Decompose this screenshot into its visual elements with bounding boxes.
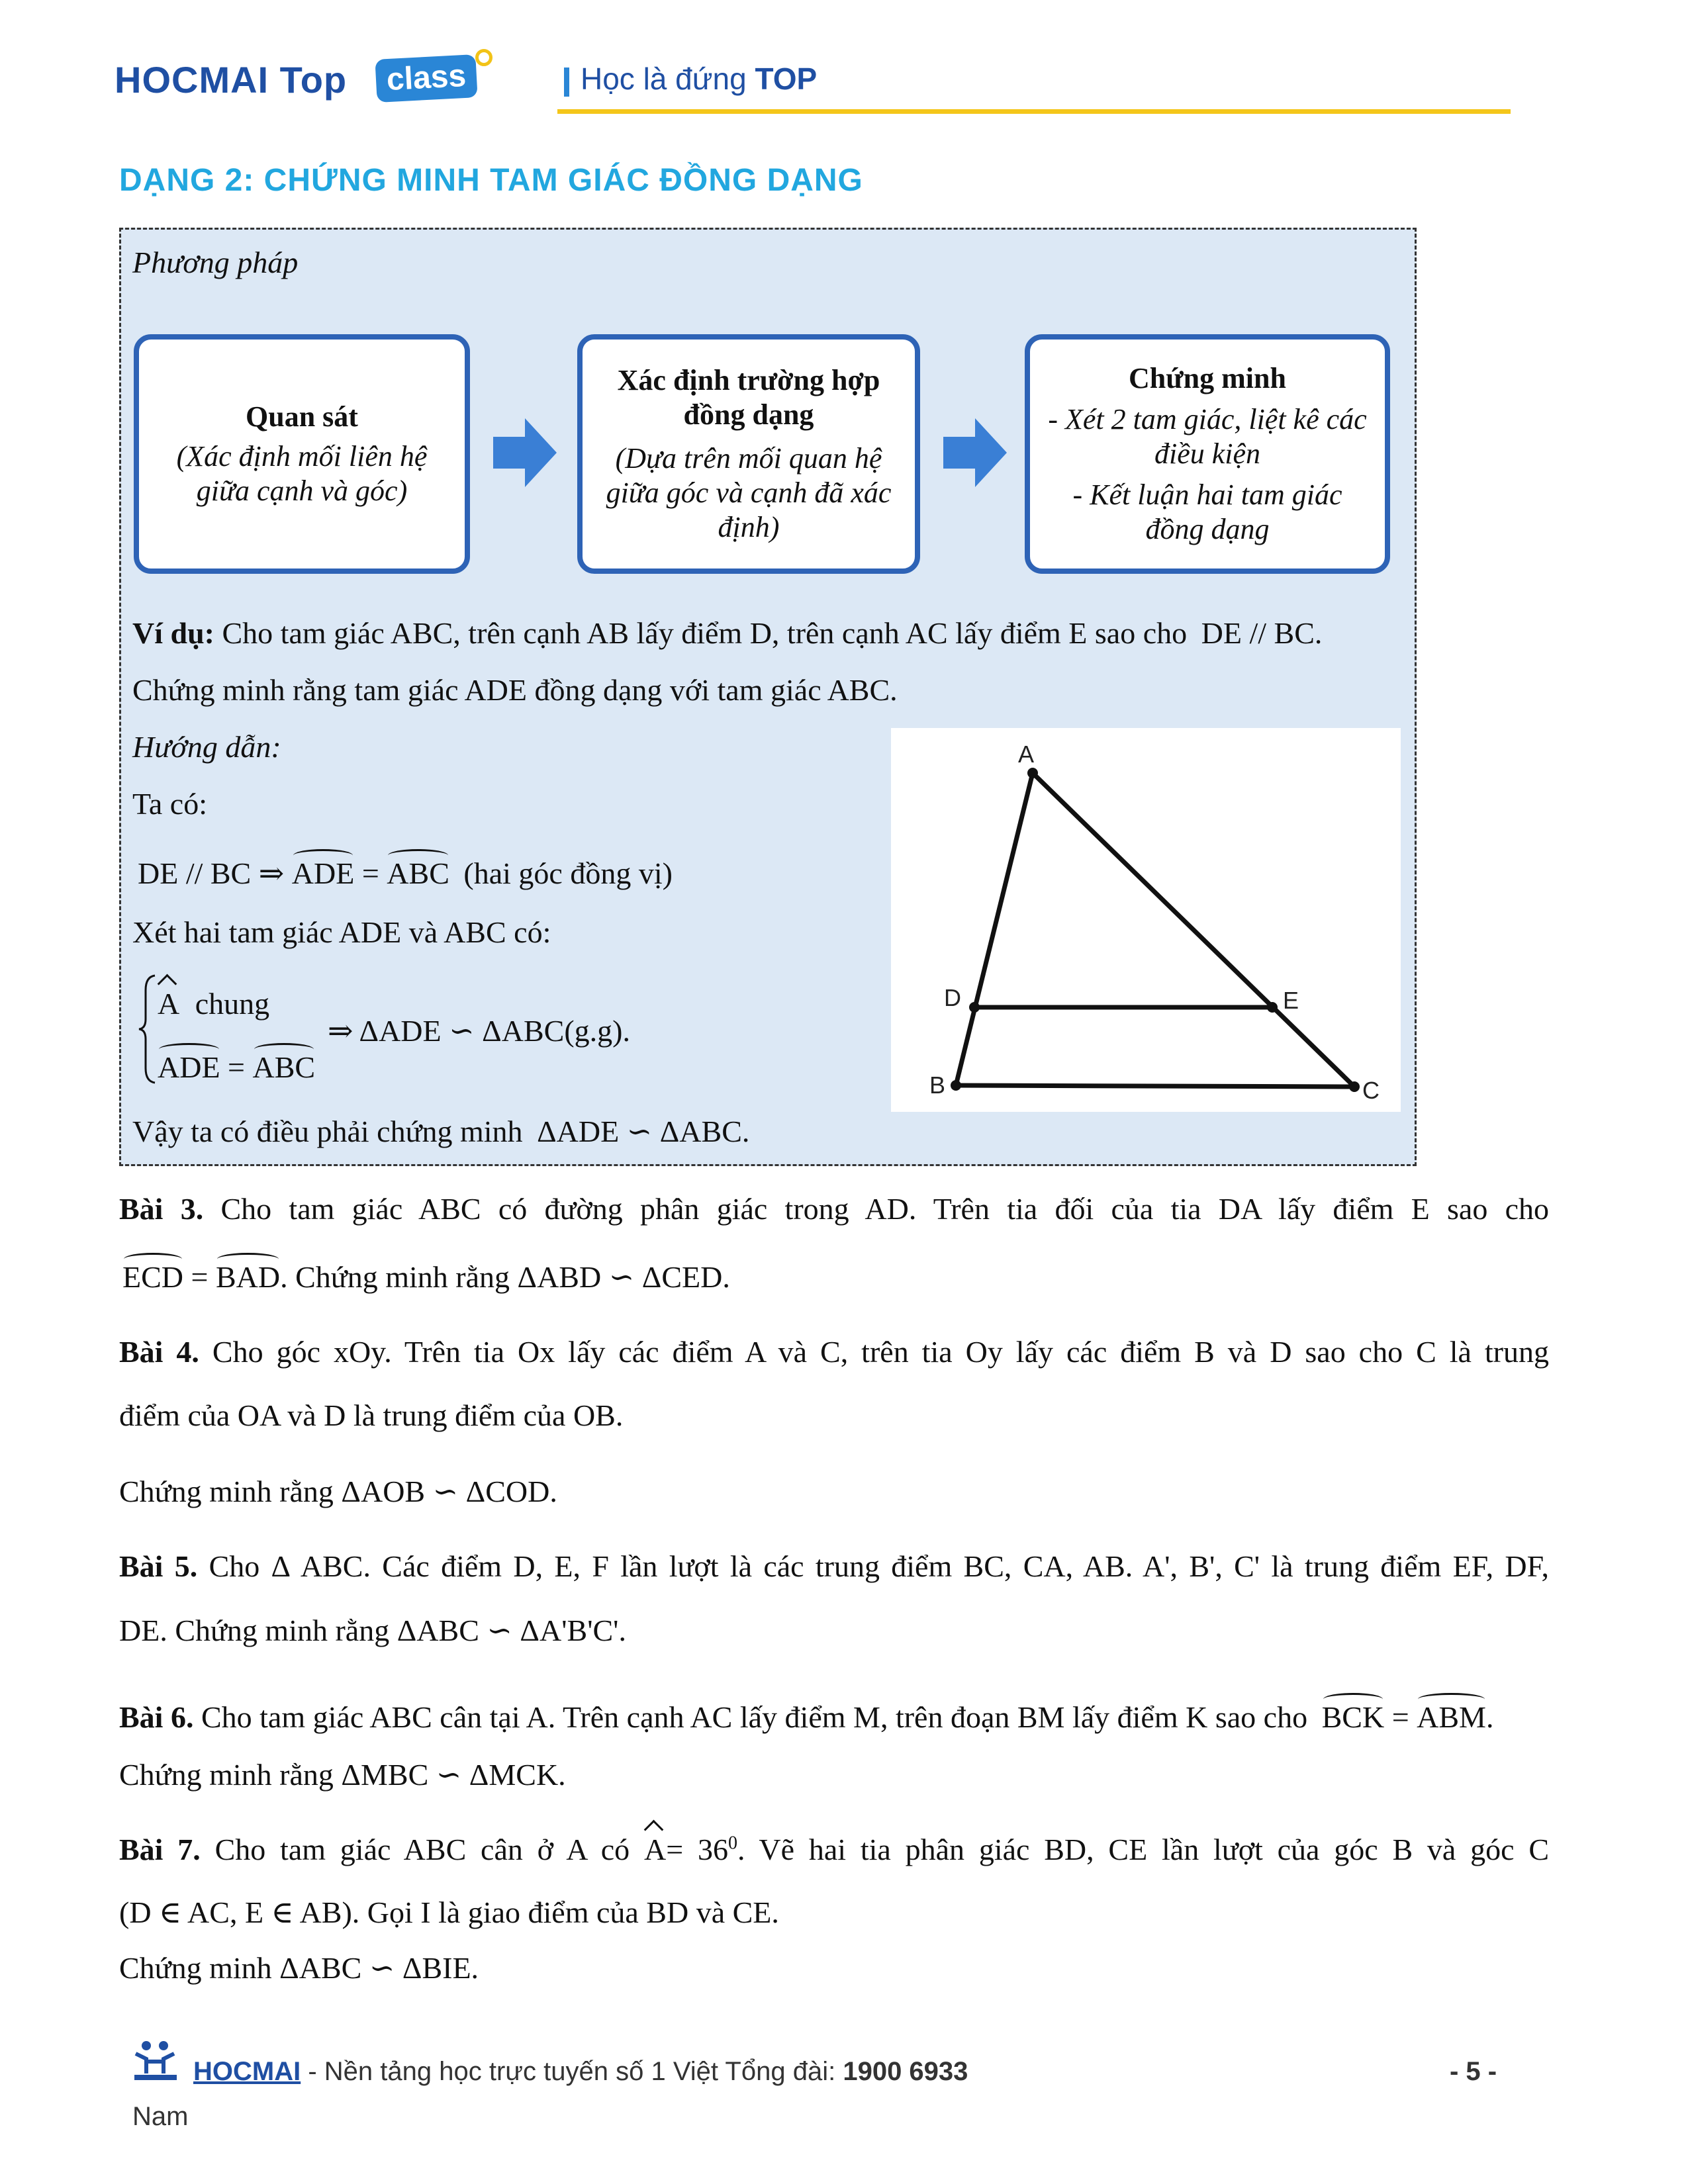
method-label: Phương pháp	[132, 246, 299, 279]
triangle-svg	[891, 728, 1401, 1112]
arrow-head-icon	[975, 418, 1007, 487]
angle-ecd: ECD	[122, 1260, 183, 1294]
angle-ade: ADE	[158, 1050, 220, 1084]
label-e: E	[1283, 987, 1299, 1014]
b6-text: Cho tam giác ABC cân tại A. Trên cạnh AC lấy điểm M, trên đoạn BM lấy điểm K sao cho	[201, 1700, 1308, 1734]
b7-label: Bài 7.	[119, 1833, 201, 1866]
vay-math: ΔADE ∽ ΔABC.	[537, 1115, 750, 1148]
brace-icon	[138, 973, 158, 1085]
page-number: - 5 -	[1450, 2057, 1497, 2086]
step-title: Chứng minh	[1129, 362, 1286, 395]
vay-line	[132, 1113, 749, 1149]
b5-line-1	[119, 1549, 1549, 1584]
angle-abm: ABM	[1417, 1700, 1486, 1734]
section-title: DẠNG 2: CHỨNG MINH TAM GIÁC ĐỒNG DẠNG	[119, 163, 863, 198]
b5-label: Bài 5.	[119, 1549, 198, 1583]
b4-text: Cho góc xOy. Trên tia Ox lấy các điểm A và C, trên tia Oy lấy các điểm B và D sao cho C là trung	[212, 1335, 1549, 1369]
chung-text: chung	[195, 987, 270, 1021]
b3-label: Bài 3.	[119, 1192, 204, 1226]
footer-brand-link[interactable]: HOCMAI	[193, 2057, 301, 2086]
side-ac	[1033, 773, 1354, 1087]
step-desc-1: - Xét 2 tam giác, liệt kê các điều kiện	[1048, 403, 1367, 471]
guide-label: Hướng dẫn:	[132, 730, 281, 764]
degree-sup: 0	[727, 1833, 737, 1854]
b3-line-2: ECD = BAD. Chứng minh rằng ΔABD ∽ ΔCED.	[122, 1260, 730, 1294]
footer-hotline: 1900 6933	[843, 2057, 968, 2086]
tagline-strong: TOP	[755, 62, 818, 96]
b4-line-2: điểm của OA và D là trung điểm của OB.	[119, 1398, 624, 1432]
side-ab	[956, 773, 1033, 1085]
step1-prefix: DE // BC ⇒	[138, 856, 285, 890]
angle-bad: BAD	[215, 1260, 281, 1294]
footer-nam: Nam	[132, 2102, 189, 2131]
side-bc	[956, 1085, 1354, 1087]
b3-text: Cho tam giác ABC có đường phân giác trong AD. Trên tia đối của tia DA lấy điểm E sao cho	[220, 1192, 1550, 1226]
b4-label: Bài 4.	[119, 1335, 199, 1369]
step1-line	[138, 855, 673, 891]
step-identify	[577, 334, 920, 574]
label-b: B	[929, 1071, 946, 1099]
system-line-2	[158, 1050, 315, 1085]
b7-text-a: Cho tam giác ABC cân ở A có	[214, 1833, 630, 1866]
example-line-2: Chứng minh rằng tam giác ADE đồng dạng với tam giác ABC.	[132, 673, 898, 707]
equals: =	[228, 1050, 245, 1084]
step-observe	[134, 334, 470, 574]
b6-line-1: Bài 6. Cho tam giác ABC cân tại A. Trên cạnh AC lấy điểm M, trên đoạn BM lấy điểm K sao cho BCK = ABM.	[119, 1700, 1494, 1734]
angle-a: A	[643, 1833, 667, 1866]
b4-line-1	[119, 1334, 1549, 1369]
angle-a: A	[158, 987, 180, 1021]
step-prove	[1025, 334, 1390, 574]
step-desc-2: - Kết luận hai tam giác đồng dạng	[1072, 478, 1342, 545]
point-a	[1027, 768, 1038, 778]
label-d: D	[944, 984, 961, 1011]
system-conclusion: ⇒ ΔADE ∽ ΔABC(g.g).	[328, 1014, 630, 1048]
xet-line: Xét hai tam giác ADE và ABC có:	[132, 915, 551, 949]
b6-label: Bài 6.	[119, 1700, 194, 1734]
step1-suffix: (hai góc đồng vị)	[463, 856, 673, 890]
arrow-right-icon	[493, 437, 525, 469]
arrow-head-icon	[525, 418, 557, 487]
example-math: DE // BC.	[1201, 616, 1323, 650]
label-c: C	[1362, 1077, 1380, 1104]
b6-line-2: Chứng minh rằng ΔMBC ∽ ΔMCK.	[119, 1758, 566, 1792]
header-underline	[557, 109, 1511, 114]
point-b	[951, 1080, 961, 1091]
b5-text: Cho Δ ABC. Các điểm D, E, F lần lượt là các trung điểm BC, CA, AB. A', B', C' là trung điểm EF, DF,	[209, 1549, 1550, 1583]
angle-bck: BCK	[1321, 1700, 1385, 1734]
tagline	[581, 61, 817, 97]
b7-line-2: (D ∈ AC, E ∈ AB). Gọi I là giao điểm của BD và CE.	[119, 1895, 779, 1929]
b7-line-1	[119, 1832, 1549, 1867]
b7-text-b: . Vẽ hai tia phân giác BD, CE lần lượt của góc B và góc C	[737, 1833, 1550, 1866]
tagline-divider	[564, 68, 569, 97]
equals: =	[361, 856, 379, 890]
point-e	[1267, 1002, 1278, 1013]
class-badge: class	[375, 54, 477, 103]
b4-line-3: Chứng minh rằng ΔAOB ∽ ΔCOD.	[119, 1475, 557, 1508]
triangle-figure	[891, 728, 1401, 1112]
b7-line-3: Chứng minh ΔABC ∽ ΔBIE.	[119, 1951, 479, 1985]
sun-icon	[475, 49, 492, 66]
b7-value: = 36	[666, 1833, 728, 1866]
arrow-right-icon	[943, 437, 975, 469]
example-line-1	[132, 615, 1322, 651]
angle-abc: ABC	[387, 856, 449, 890]
step-desc: (Dựa trên mối quan hệ giữa góc và cạnh đã xác định)	[606, 442, 892, 543]
vay-text: Vậy ta có điều phải chứng minh	[132, 1115, 523, 1148]
b3-line-1	[119, 1191, 1549, 1226]
label-a: A	[1018, 741, 1035, 768]
example-text: Cho tam giác ABC, trên cạnh AB lấy điểm D, trên cạnh AC lấy điểm E sao cho	[222, 616, 1188, 650]
b3-text-2: . Chứng minh rằng ΔABD ∽ ΔCED.	[280, 1260, 730, 1294]
system-line-1	[158, 986, 269, 1021]
ta-co: Ta có:	[132, 787, 208, 821]
tagline-text: Học là đứng	[581, 62, 747, 96]
b5-line-2: DE. Chứng minh rằng ΔABC ∽ ΔA'B'C'.	[119, 1614, 626, 1647]
example-label: Ví dụ:	[132, 616, 214, 650]
footer-tagline: - Nền tảng học trực tuyến số 1 Việt Tổng đài:	[301, 2057, 843, 2086]
angle-abc: ABC	[252, 1050, 316, 1084]
footer-text	[193, 2057, 968, 2087]
point-d	[969, 1002, 980, 1013]
point-c	[1349, 1081, 1360, 1092]
hocmai-logo: HOCMAI Top	[115, 59, 348, 101]
step-title: Quan sát	[246, 400, 358, 433]
step-desc: (Xác định mối liên hệ giữa cạnh và góc)	[176, 440, 428, 507]
step-title: Xác định trường hợp đồng dạng	[617, 364, 880, 432]
hocmai-footer-logo-icon	[129, 2035, 182, 2081]
angle-ade: ADE	[291, 856, 355, 890]
